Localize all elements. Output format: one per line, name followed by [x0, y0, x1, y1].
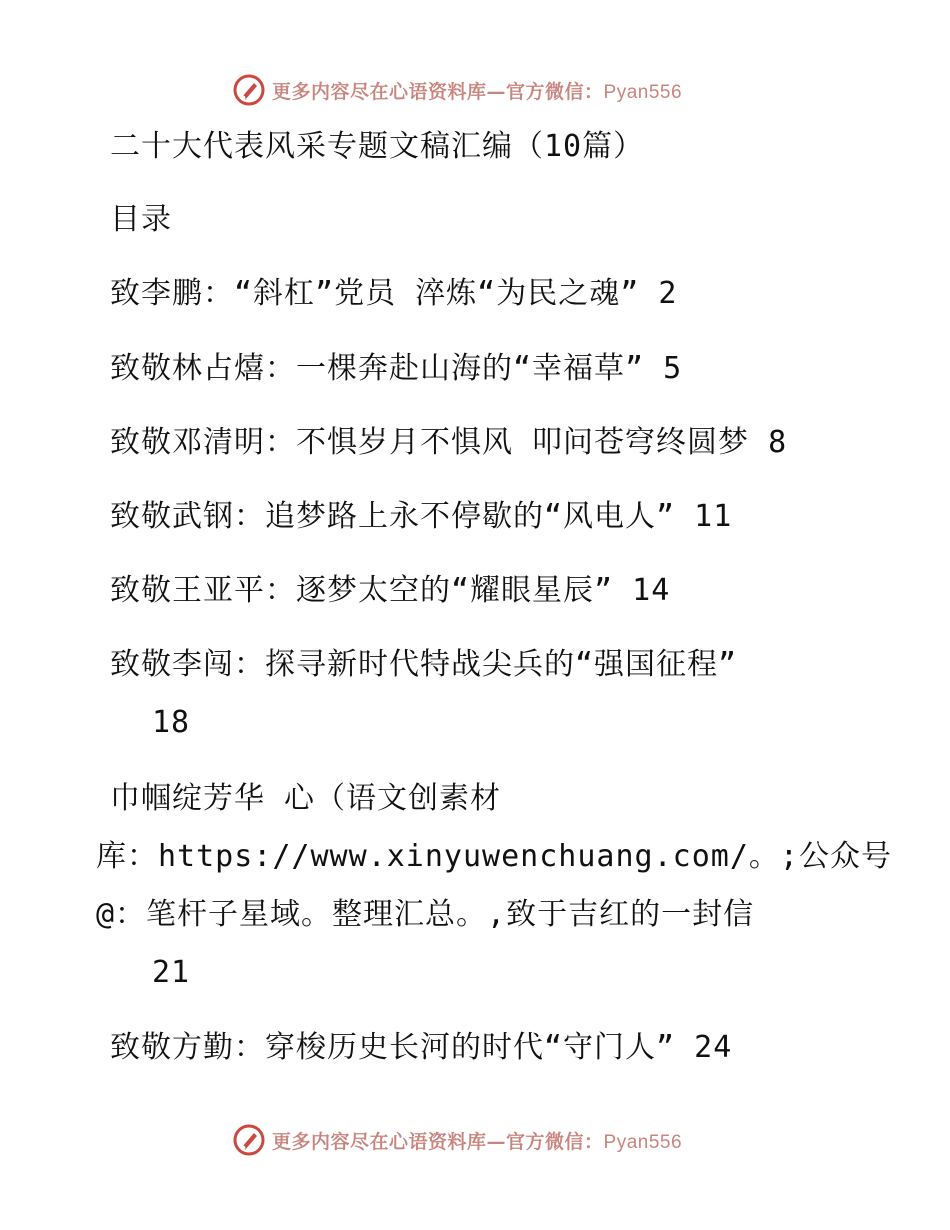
toc-heading: 目录: [110, 202, 172, 237]
toc-entry: 致敬王亚平：逐梦太空的“耀眼星辰” 14: [110, 573, 671, 608]
toc-entry: 致敬邓清明：不惧岁月不惧风 叩问苍穹终圆梦 8: [110, 425, 788, 460]
toc-entry: 致敬方勤：穿梭历史长河的时代“守门人” 24: [110, 1030, 733, 1065]
document-title: 二十大代表风采专题文稿汇编（10篇）: [110, 129, 645, 164]
watermark-text: 更多内容尽在心语资料库—官方微信：Pyan556: [272, 80, 683, 103]
toc-entry: 致敬李闯：探寻新时代特战尖兵的“强国征程”: [110, 647, 738, 682]
toc-entry-continued: 库：https://www.xinyuwenchuang.com/。;公众号: [96, 839, 892, 874]
pen-logo-icon: [232, 73, 266, 107]
watermark-id: Pyan556: [603, 1131, 683, 1153]
toc-entry: 巾帼绽芳华 心（语文创素材: [110, 781, 502, 816]
watermark-text: 更多内容尽在心语资料库—官方微信：Pyan556: [272, 1130, 683, 1153]
toc-page-number: 18: [152, 705, 191, 740]
toc-entry: 致李鹏：“斜杠”党员 淬炼“为民之魂” 2: [110, 276, 678, 311]
toc-page-number: 21: [152, 955, 191, 990]
watermark-header: [232, 72, 682, 108]
pen-logo-icon: [232, 1123, 266, 1157]
toc-entry: 致敬武钢：追梦路上永不停歇的“风电人” 11: [110, 499, 733, 534]
watermark-footer: [232, 1122, 682, 1158]
watermark-id: Pyan556: [603, 81, 683, 103]
toc-entry-continued: @：笔杆子星域。整理汇总。,致于吉红的一封信: [96, 897, 755, 932]
toc-entry: 致敬林占熺：一棵奔赴山海的“幸福草” 5: [110, 351, 683, 386]
